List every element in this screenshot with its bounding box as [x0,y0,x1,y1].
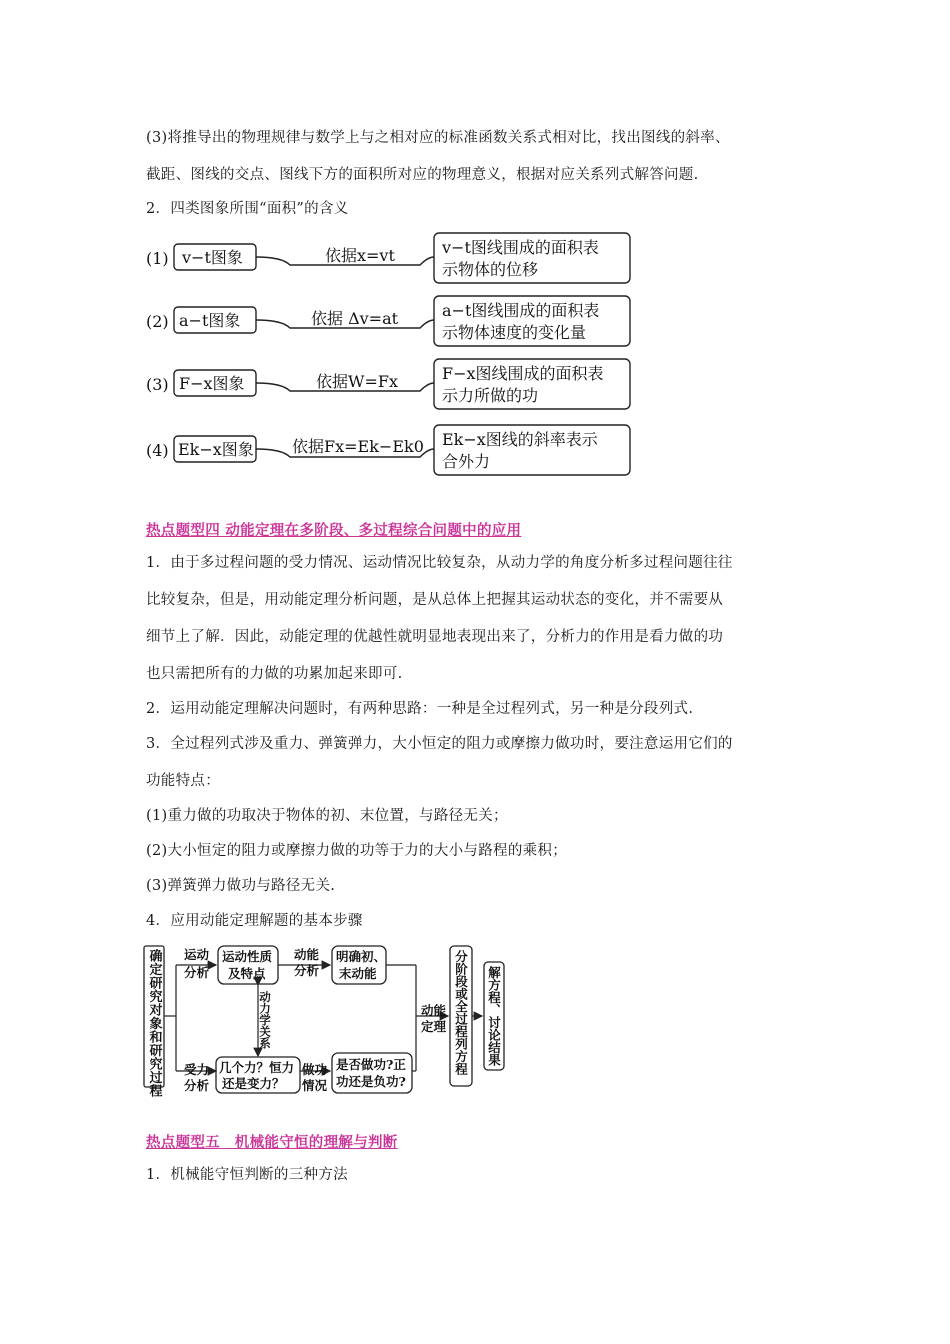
props-line-1: 运动性质 [222,949,273,964]
ke-edge-2: 分析 [294,963,320,978]
intro-line-1: (3)将推导出的物理规律与数学上与之相对应的标准函数关系式相对比，找出图线的斜率、 [146,130,730,146]
section4-line-3: 细节上了解．因此，动能定理的优越性就明显地表现出来了，分析力的作用是看力做的功 [146,629,724,645]
work-line-2: 功还是负功? [336,1074,406,1089]
upper-edge-2: 分析 [184,965,210,980]
props-line-2: 及特点 [228,966,266,981]
intro-line-2: 截距、图线的交点、图线下方的面积所对应的物理意义，根据对应关系列式解答问题. [146,167,699,183]
row-number: (4) [146,441,169,460]
dyn-text: 动力学关系 [258,991,272,1049]
theorem-edge-2: 定理 [421,1019,447,1034]
area-diagram [0,0,950,490]
row-number: (3) [146,375,169,394]
work-line-1: 是否做功?正 [336,1057,406,1072]
meaning-line-1: Ek−x图线的斜率表示 [442,430,598,449]
solve-text: 解方程、讨论结果 [486,966,502,1066]
area-title: 2．四类图象所围“面积”的含义 [146,201,349,217]
section4-heading: 热点题型四 动能定理在多阶段、多过程综合问题中的应用 [146,522,522,539]
section5-line-1: 1．机械能守恒判断的三种方法 [146,1167,348,1183]
section4-line-8: (1)重力做的功取决于物体的初、末位置，与路径无关； [146,808,508,824]
basis-label: 依据x=vt [325,246,395,265]
meaning-line-1: a−t图线围成的面积表 [442,301,600,320]
meaning-line-2: 示物体速度的变化量 [442,323,587,342]
area-row-4 [146,425,630,475]
section4-line-7: 功能特点： [146,773,220,789]
graph-label: Ek−x图象 [178,440,254,459]
graph-label: v−t图象 [182,248,243,267]
ke-line-1: 明确初、 [336,949,387,964]
meaning-line-2: 示力所做的功 [442,386,539,405]
meaning-line-2: 示物体的位移 [442,260,539,279]
section4-line-10: (3)弹簧弹力做功与路径无关. [146,878,336,894]
equations-text: 分阶段或全过程列方程 [453,950,469,1075]
area-row-3 [146,359,630,409]
work-edge-1: 做功 [302,1062,328,1077]
section4-line-4: 也只需把所有的力做的功累加起来即可. [146,666,403,682]
graph-label: F−x图象 [179,374,245,393]
section4-line-5: 2．运用动能定理解决问题时，有两种思路：一种是全过程列式，另一种是分段列式. [146,701,694,717]
lower-edge-2: 分析 [184,1078,210,1093]
section4-line-2: 比较复杂，但是，用动能定理分析问题，是从总体上把握其运动状态的变化，并不需要从 [146,592,724,608]
ke-line-2: 末动能 [339,966,377,981]
section4-line-9: (2)大小恒定的阻力或摩擦力做的功等于力的大小与路程的乘积； [146,843,568,859]
meaning-line-2: 合外力 [442,452,491,471]
forces-line-2: 还是变力？ [222,1076,285,1091]
ke-edge-1: 动能 [294,947,320,962]
area-row-2 [146,296,630,346]
basis-label: 依据Fx=Ek−Ek0 [292,437,424,456]
section4-line-1: 1．由于多过程问题的受力情况、运动情况比较复杂，从动力学的角度分析多过程问题往往 [146,555,733,571]
section5-heading: 热点题型五 机械能守恒的理解与判断 [146,1134,398,1151]
meaning-line-1: F−x图线围成的面积表 [442,364,604,383]
section4-line-6: 3．全过程列式涉及重力、弹簧弹力，大小恒定的阻力或摩擦力做功时，要注意运用它们的 [146,736,733,752]
theorem-edge-1: 动能 [421,1003,447,1018]
row-number: (1) [146,249,169,268]
upper-edge-1: 运动 [184,947,210,962]
forces-line-1: 几个力？恒力 [219,1060,295,1075]
row-number: (2) [146,312,169,331]
lower-edge-1: 受力 [184,1062,210,1077]
work-edge-2: 情况 [302,1078,328,1093]
area-row-1 [146,233,630,283]
graph-label: a−t图象 [179,311,241,330]
basis-label: 依据W=Fx [316,372,398,391]
flow-diagram [0,935,950,1100]
meaning-line-1: v−t图线围成的面积表 [442,238,599,257]
start-box-text: 确定研究对象和研究过程 [146,949,162,1098]
section4-line-11: 4．应用动能定理解题的基本步骤 [146,913,363,929]
basis-label: 依据 Δv=at [311,309,399,328]
